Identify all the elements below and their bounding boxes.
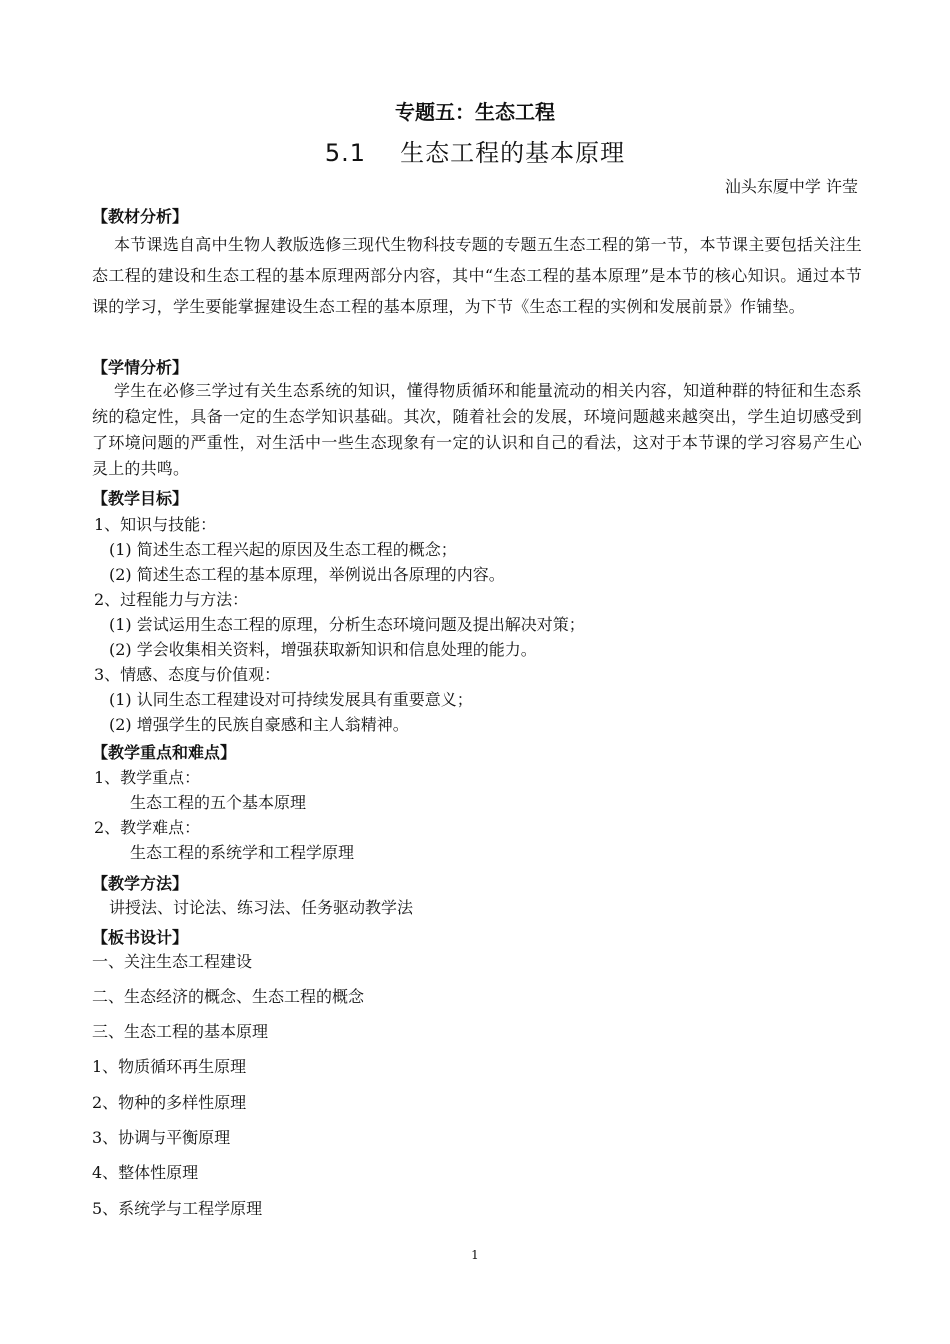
author-line: 汕头东厦中学 许莹 <box>724 177 858 196</box>
goal-1a: (1) 简述生态工程兴起的原因及生态工程的概念； <box>109 540 457 559</box>
page-number: 1 <box>471 1248 479 1262</box>
key-point-1-text: 生态工程的五个基本原理 <box>130 793 307 812</box>
key-point-2-text: 生态工程的系统学和工程学原理 <box>130 843 355 862</box>
board-item: 1、物质循环再生原理 <box>92 1057 247 1076</box>
teaching-goals-heading: 【教学目标】 <box>92 489 189 508</box>
key-point-2: 2、教学难点： <box>94 818 201 837</box>
student-analysis-text: 学生在必修三学过有关生态系统的知识，懂得物质循环和能量流动的相关内容，知道种群的特征和生态系统的稳定性，具备一定的生态学知识基础。其次，随着社会的发展，环境问题越来越突出，学生迫切感受到了环境问题的严重性，对生活中一些生态现象有一定的认识和自己的看法，这对于本节课的学习容易产生心灵上的共鸣。 <box>92 381 862 478</box>
goal-2b: (2) 学会收集相关资料，增强获取新知识和信息处理的能力。 <box>109 640 537 659</box>
goal-1: 1、知识与技能： <box>94 515 217 534</box>
goal-3: 3、情感、态度与价值观： <box>94 665 281 684</box>
board-item: 三、生态工程的基本原理 <box>92 1022 269 1041</box>
board-item: 5、系统学与工程学原理 <box>92 1199 263 1218</box>
board-item: 二、生态经济的概念、生态工程的概念 <box>92 987 365 1006</box>
document-title: 专题五：生态工程 <box>395 100 555 124</box>
board-item: 3、协调与平衡原理 <box>92 1128 231 1147</box>
goal-1b: (2) 简述生态工程的基本原理，举例说出各原理的内容。 <box>109 565 505 584</box>
section-number: 5.1 <box>324 139 367 167</box>
key-points-section <box>92 740 862 865</box>
goal-3a: (1) 认同生态工程建设对可持续发展具有重要意义； <box>109 690 473 709</box>
teaching-methods-heading: 【教学方法】 <box>92 874 189 893</box>
student-analysis-section <box>92 355 862 482</box>
board-design-heading: 【板书设计】 <box>92 928 189 947</box>
teaching-goals-section <box>92 486 862 736</box>
key-points-heading: 【教学重点和难点】 <box>92 743 237 762</box>
section-name: 生态工程的基本原理 <box>400 139 626 167</box>
section-title <box>0 133 950 168</box>
board-item: 4、整体性原理 <box>92 1163 199 1182</box>
goal-2a: (1) 尝试运用生态工程的原理，分析生态环境问题及提出解决对策； <box>109 615 585 634</box>
key-point-1: 1、教学重点： <box>94 768 201 787</box>
teaching-methods-section <box>92 871 862 921</box>
board-design-section <box>92 925 862 1225</box>
board-item: 一、关注生态工程建设 <box>92 952 253 971</box>
board-item: 2、物种的多样性原理 <box>92 1093 247 1112</box>
material-analysis-heading: 【教材分析】 <box>92 207 189 226</box>
material-analysis-section <box>92 204 862 322</box>
goal-3b: (2) 增强学生的民族自豪感和主人翁精神。 <box>109 715 409 734</box>
goal-2: 2、过程能力与方法： <box>94 590 249 609</box>
material-analysis-text: 本节课选自高中生物人教版选修三现代生物科技专题的专题五生态工程的第一节，本节课主要包括关注生态工程的建设和生态工程的基本原理两部分内容，其中“生态工程的基本原理”是本节的核心知识。通过本节课的学习，学生要能掌握建设生态工程的基本原理，为下节《生态工程的实例和发展前景》作铺垫。 <box>92 235 862 316</box>
teaching-methods-text: 讲授法、讨论法、练习法、任务驱动教学法 <box>109 898 414 917</box>
student-analysis-heading: 【学情分析】 <box>92 358 189 377</box>
